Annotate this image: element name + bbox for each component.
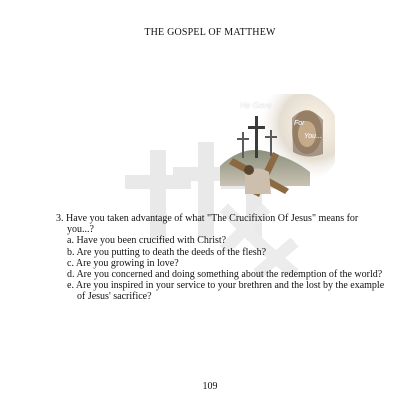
- sub-question-d: d. Are you concerned and doing something about the redemption of the world?: [67, 269, 383, 281]
- question-title: 3. Have you taken advantage of what "The Crucifixion Of Jesus" means for you...?: [56, 213, 359, 236]
- crucifixion-illustration: [215, 94, 335, 199]
- jesus-carrying-cross-image: [215, 94, 335, 199]
- sub-question-c: c. Are you growing in love?: [67, 257, 179, 269]
- sub-question-b: b. Are you putting to death the deeds of the flesh?: [67, 246, 267, 258]
- page-header: THE GOSPEL OF MATTHEW: [144, 27, 276, 38]
- question-block: [56, 213, 386, 303]
- illustration-caption-for: For: [294, 120, 305, 127]
- sub-question-a: a. Have you been crucified with Christ?: [67, 235, 227, 247]
- illustration-caption-he-gave: He Gave: [240, 101, 272, 110]
- illustration-caption-you: You...: [304, 133, 322, 140]
- page-number: 109: [202, 381, 218, 392]
- question-sub-list: [56, 235, 386, 302]
- sub-question-e: e. Are you inspired in your service to your brethren and the lost by the example of Jesus' sacrifice?: [67, 280, 385, 303]
